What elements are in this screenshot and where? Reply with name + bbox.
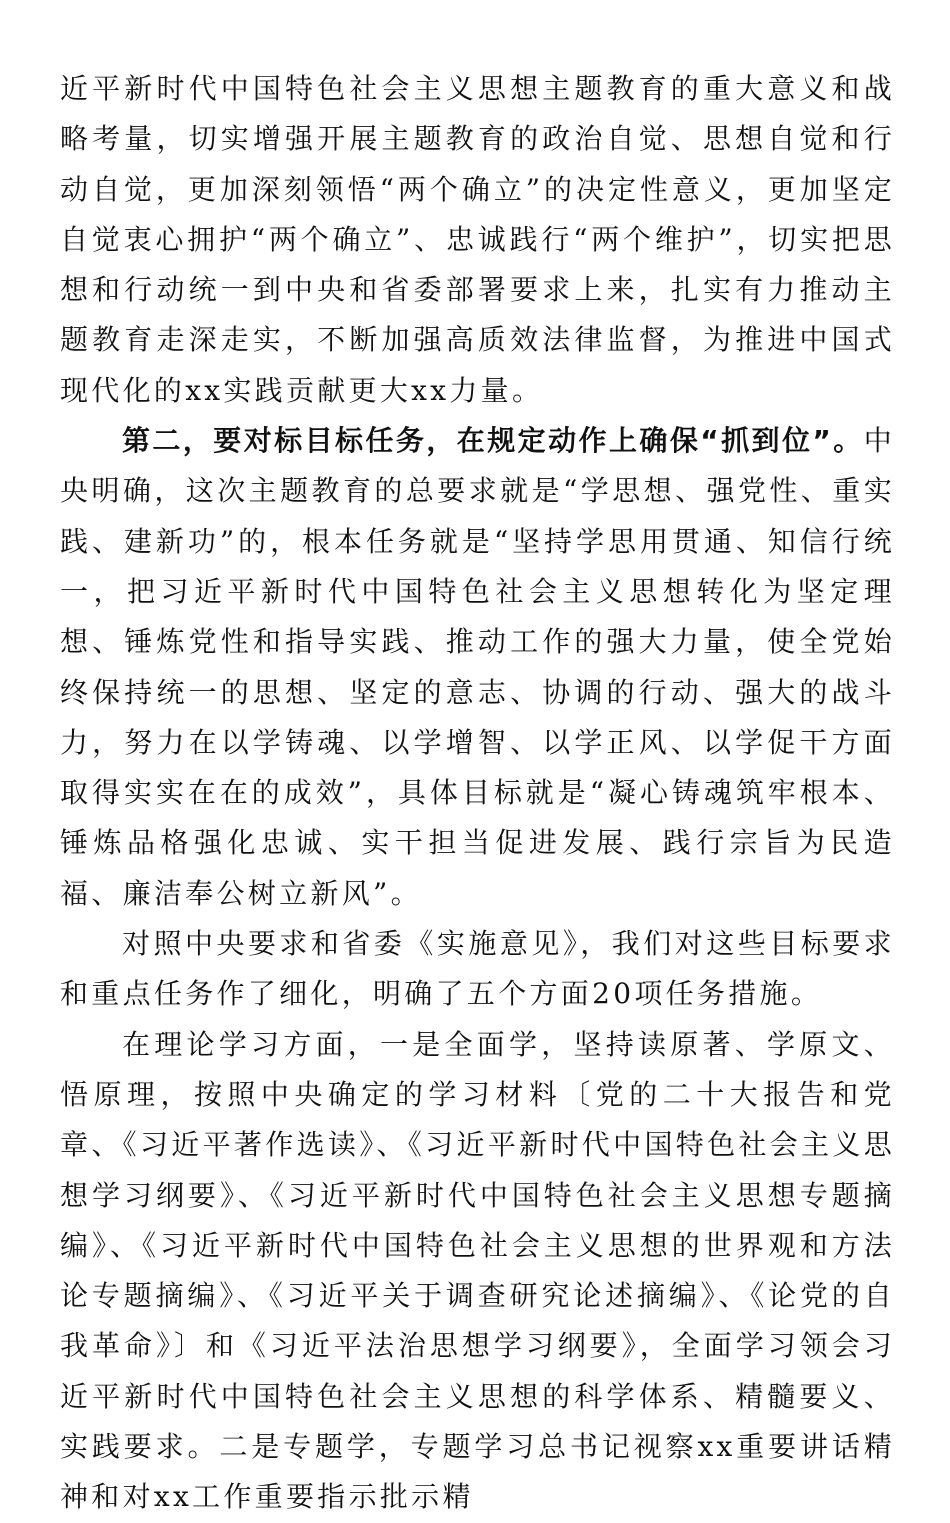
- paragraph-3: 对照中央要求和省委《实施意见》，我们对这些目标要求和重点任务作了细化，明确了五个方面20项任务措施。: [60, 927, 895, 1011]
- paragraph-2: [60, 416, 895, 919]
- paragraph-2-heading: 第二，要对标目标任务，在规定动作上确保“抓到位”。: [122, 424, 864, 458]
- paragraph-4: 在理论学习方面，一是全面学，坚持读原著、学原文、悟原理，按照中央确定的学习材料〔党的二十大报告和党章、《习近平著作选读》、《习近平新时代中国特色社会主义思想学习纲要》、《习近平新时代中国特色社会主义思想专题摘编》、《习近平新时代中国特色社会主义思想的世界观和方法论专题摘编》、《习近平关于调查研究论述摘编》、《论党的自我革命》〕和《习近平法治思想学习纲要》，全面学习领会习近平新时代中国特色社会主义思想的科学体系、精髓要义、实践要求。二是专题学，专题学习总书记视察xx重要讲话精神和对xx工作重要指示批示精: [60, 1027, 895, 1514]
- paragraph-2-body: 中央明确，这次主题教育的总要求就是“学思想、强党性、重实践、建新功”的，根本任务就是“坚持学思用贯通、知信行统一，把习近平新时代中国特色社会主义思想转化为坚定理想、锤炼党性和指导实践、推动工作的强大力量，使全党始终保持统一的思想、坚定的意志、协调的行动、强大的战斗力，努力在以学铸魂、以学增智、以学正风、以学促干方面取得实实在在的成效”，具体目标就是“凝心铸魂筑牢根本、锤炼品格强化忠诚、实干担当促进发展、践行宗旨为民造福、廉洁奉公树立新风”。: [60, 424, 895, 910]
- paragraph-1: 近平新时代中国特色社会主义思想主题教育的重大意义和战略考量，切实增强开展主题教育的政治自觉、思想自觉和行动自觉，更加深刻领悟“两个确立”的决定性意义，更加坚定自觉衷心拥护“两个确立”、忠诚践行“两个维护”，切实把思想和行动统一到中央和省委部署要求上来，扎实有力推动主题教育走深走实，不断加强高质效法律监督，为推进中国式现代化的xx实践贡献更大xx力量。: [60, 72, 895, 407]
